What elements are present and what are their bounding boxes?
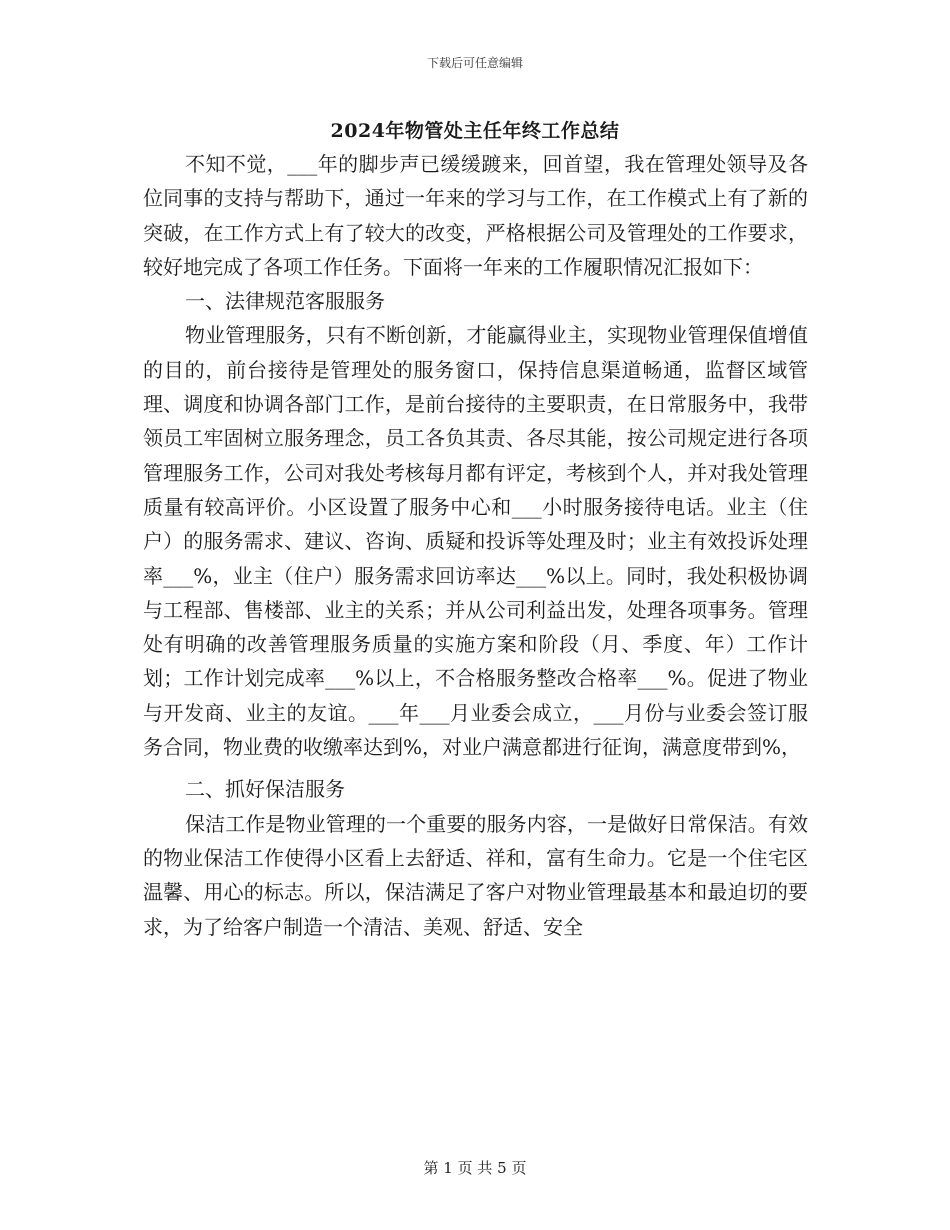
page-footer: 第 1 页 共 5 页 xyxy=(423,1159,527,1177)
document-title: 2024年物管处主任年终工作总结 xyxy=(330,120,620,142)
section-2-paragraph: 保洁工作是物业管理的一个重要的服务内容，一是做好日常保洁。有效的物业保洁工作使得小区看上去舒适、祥和，富有生命力。它是一个住宅区温馨、用心的标志。所以，保洁满足了客户对物业管理最基本和最迫切的要求，为了给客户制造一个清洁、美观、舒适、安全 xyxy=(143,811,808,939)
section-2-heading: 二、抓好保洁服务 xyxy=(185,777,345,802)
header-note: 下载后可任意编辑 xyxy=(426,56,523,70)
intro-paragraph: 不知不觉，___年的脚步声已缓缓踱来，回首望，我在管理处领导及各位同事的支持与帮助下，通过一年来的学习与工作，在工作模式上有了新的突破，在工作方式上有了较大的改变，严格根据公司及管理处的工作要求，较好地完成了各项工作任务。下面将一年来的工作履职情况汇报如下： xyxy=(143,152,808,279)
section-1-paragraph: 物业管理服务，只有不断创新，才能赢得业主，实现物业管理保值增值的目的，前台接待是管理处的服务窗口，保持信息渠道畅通，监督区域管理、调度和协调各部门工作，是前台接待的主要职责，在日常服务中，我带领员工牢固树立服务理念，员工各负其责、各尽其能，按公司规定进行各项管理服务工作，公司对我处考核每月都有评定，考核到个人，并对我处管理质量有较高评价。小区设置了服务中心和___小时服务接待电话。业主（住户）的服务需求、建议、咨询、质疑和投诉等处理及时；业主有效投诉处理率___%，业主（住户）服务需求回访率达___%以上。同时，我处积极协调与工程部、售楼部、业主的关系；并从公司利益出发，处理各项事务。管理处有明确的改善管理服务质量的实施方案和阶段（月、季度、年）工作计划；工作计划完成率___%以上，不合格服务整改合格率___%。促进了物业与开发商、业主的友谊。___年___月业委会成立，___月份与业委会签订服务合同，物业费的收缴率达到%，对业户满意都进行征询，满意度带到%， xyxy=(143,323,808,760)
document-body xyxy=(143,147,808,944)
section-gap xyxy=(143,764,808,772)
section-1-heading: 一、法律规范客服服务 xyxy=(185,289,385,314)
